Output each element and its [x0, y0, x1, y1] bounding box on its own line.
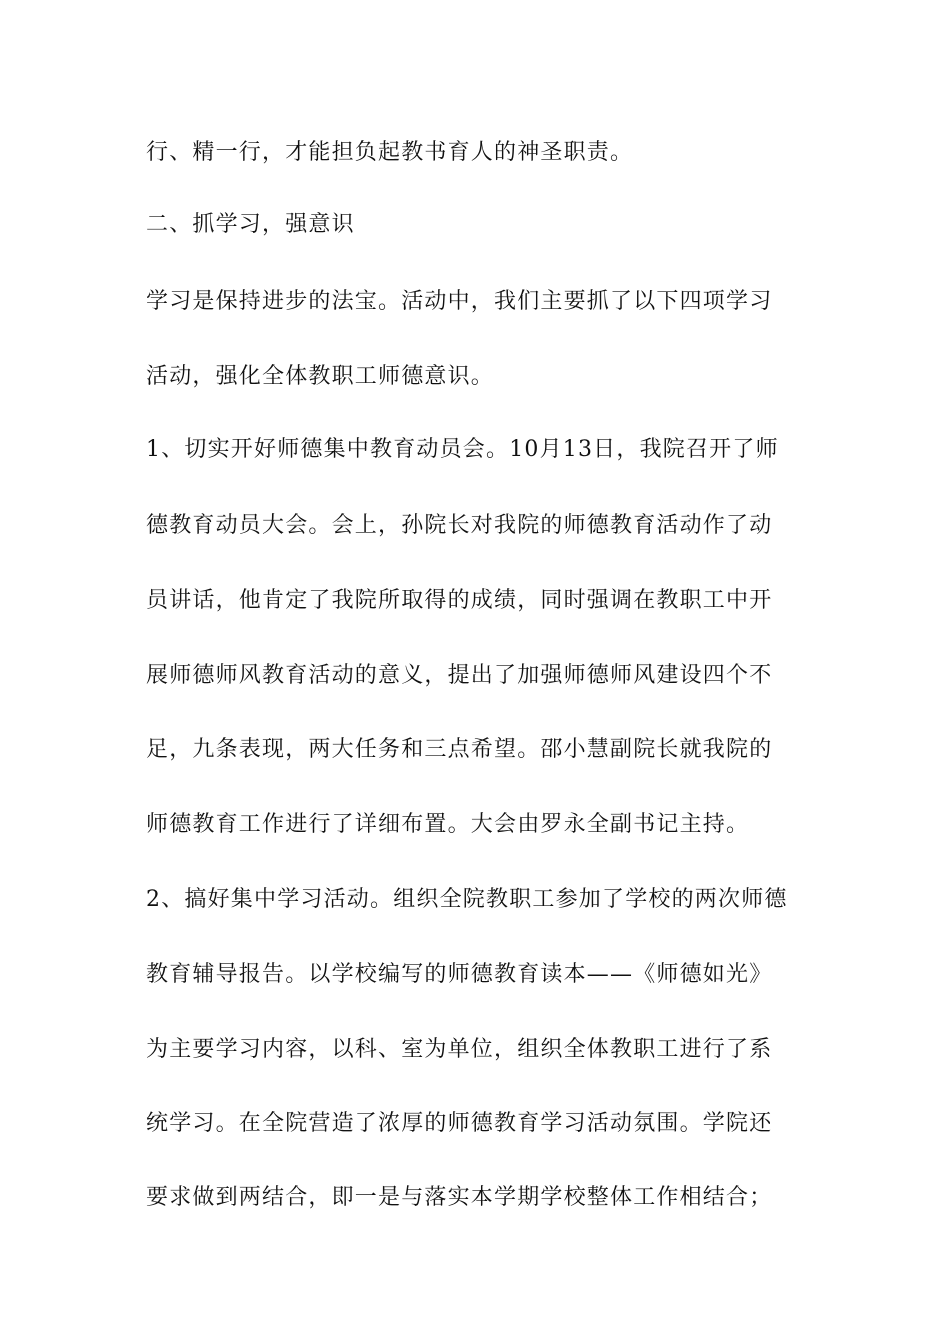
text-line-7: 员讲话，他肯定了我院所取得的成绩，同时强调在教职工中开: [146, 588, 773, 613]
text-line-12: 教育辅导报告。以学校编写的师德教育读本——《师德如光》: [146, 962, 773, 987]
text-line-4: 活动，强化全体教职工师德意识。: [146, 364, 495, 389]
text-line-1: 行、精一行，才能担负起教书育人的神圣职责。: [146, 140, 634, 165]
text-line-14: 统学习。在全院营造了浓厚的师德教育学习活动氛围。学院还: [146, 1111, 773, 1136]
text-line-3: 学习是保持进步的法宝。活动中，我们主要抓了以下四项学习: [146, 289, 773, 314]
section-heading: 二、抓学习，强意识: [146, 212, 355, 237]
text-line-6: 德教育动员大会。会上，孙院长对我院的师德教育活动作了动: [146, 513, 773, 538]
text-line-5: 1、切实开好师德集中教育动员会。10月13日，我院召开了师: [146, 437, 779, 462]
text-line-15: 要求做到两结合，即一是与落实本学期学校整体工作相结合；: [146, 1185, 773, 1210]
text-line-8: 展师德师风教育活动的意义，提出了加强师德师风建设四个不: [146, 663, 773, 688]
text-line-10: 师德教育工作进行了详细布置。大会由罗永全副书记主持。: [146, 812, 750, 837]
text-line-13: 为主要学习内容，以科、室为单位，组织全体教职工进行了系: [146, 1037, 773, 1062]
text-line-9: 足，九条表现，两大任务和三点希望。邵小慧副院长就我院的: [146, 737, 773, 762]
text-line-11: 2、搞好集中学习活动。组织全院教职工参加了学校的两次师德: [146, 887, 788, 912]
